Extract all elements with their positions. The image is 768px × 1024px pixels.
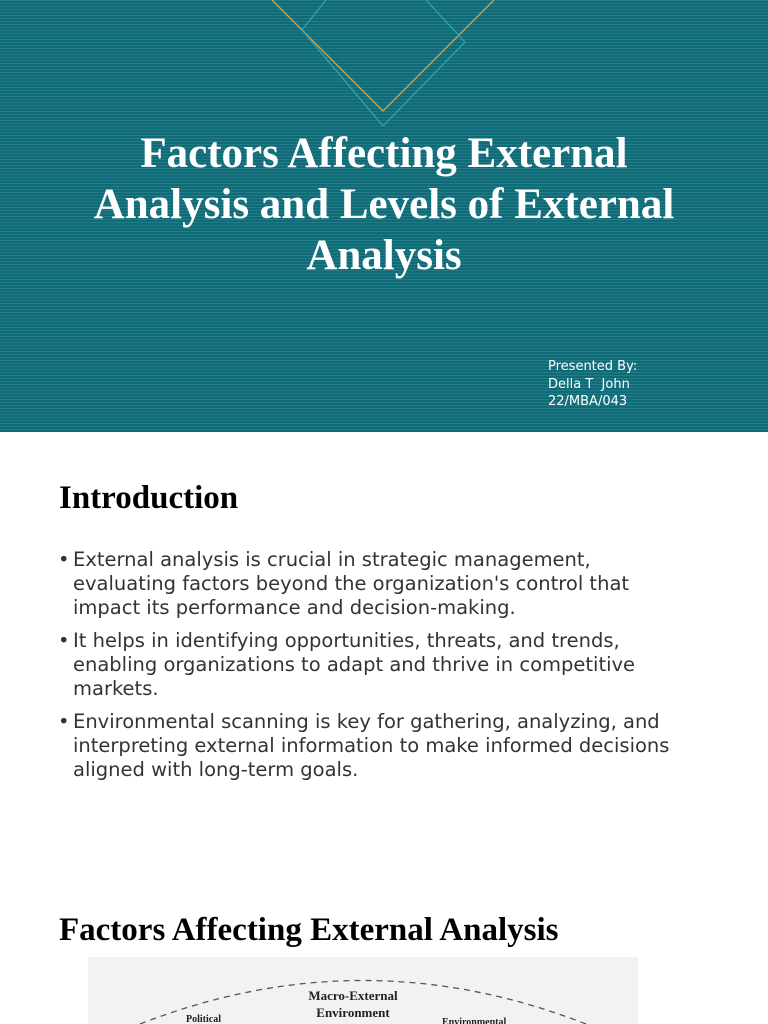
teal-diamond-line [302, 0, 465, 126]
presenter-label: Presented By: [548, 359, 638, 374]
presenter-name: Della T John [548, 376, 630, 392]
introduction-heading: Introduction [59, 480, 239, 516]
bullet-text: Environmental scanning is key for gathering, analyzing, and interpreting external information to make informed decisions aligned with long-term goals. [73, 710, 670, 781]
gold-diamond-line [272, 0, 494, 111]
political-label: Political [186, 1014, 221, 1024]
factors-slide [0, 868, 768, 1024]
presentation-title: Factors Affecting External Analysis and Levels of External Analysis [93, 130, 675, 279]
bullet-icon: • [58, 548, 70, 571]
macro-environment-label: Macro-External Environment [308, 988, 398, 1020]
bullet-item [58, 629, 698, 701]
introduction-bullet-list [58, 548, 698, 791]
presenter-block [548, 358, 637, 411]
presenter-id: 22/MBA/043 [548, 394, 628, 409]
bullet-item [58, 548, 698, 620]
title-slide [0, 0, 768, 432]
bullet-icon: • [58, 710, 70, 733]
bullet-icon: • [58, 629, 70, 652]
bullet-text: External analysis is crucial in strategic management, evaluating factors beyond the organization's control that impact its performance and decision-making. [73, 548, 630, 619]
introduction-slide [0, 432, 768, 868]
bullet-item [58, 710, 698, 782]
macro-environment-diagram [88, 957, 638, 1024]
bullet-text: It helps in identifying opportunities, threats, and trends, enabling organizations to adapt and thrive in competitive markets. [73, 629, 636, 700]
environmental-label: Environmental [442, 1017, 507, 1024]
factors-heading: Factors Affecting External Analysis [59, 912, 559, 948]
